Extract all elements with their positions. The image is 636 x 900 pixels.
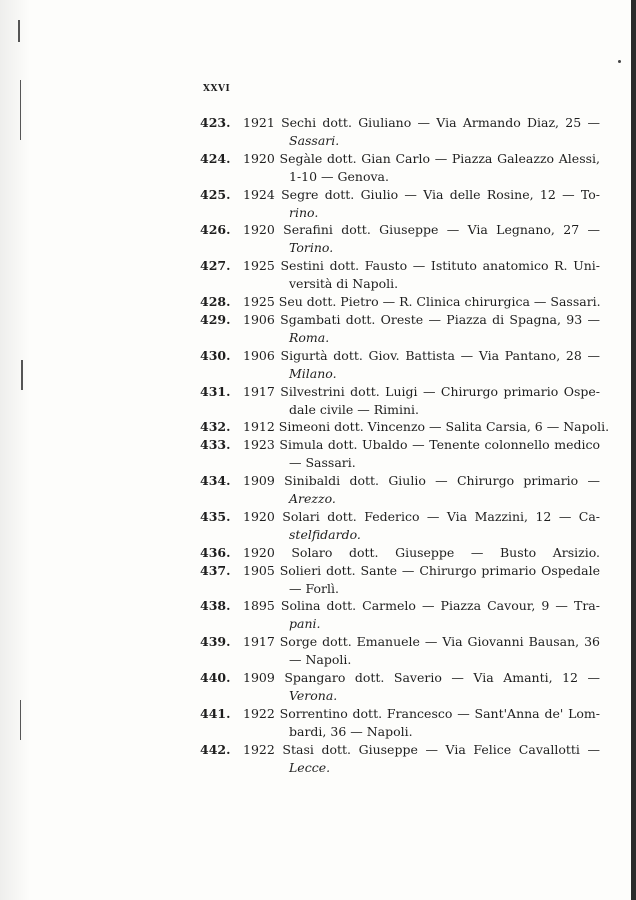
entry-continuation: dale civile — Rimini.	[289, 401, 420, 417]
entry-number: 437.	[200, 562, 231, 578]
entry-number: 426.	[200, 222, 231, 238]
list-item	[200, 383, 600, 419]
entry-line: 1921 Sechi dott. Giuliano — Via Armando Diaz, 25 —	[243, 115, 600, 130]
entry-continuation: pani.	[289, 616, 321, 632]
list-item	[200, 347, 600, 383]
list-item	[200, 311, 600, 347]
entry-line: 1905 Solieri dott. Sante — Chirurgo primario Ospedale	[243, 562, 600, 578]
scan-mark	[21, 360, 23, 390]
list-item	[200, 562, 600, 598]
entry-line: 1924 Segre dott. Giulio — Via delle Rosine, 12 — To-	[243, 186, 600, 202]
entry-line: 1906 Sgambati dott. Oreste — Piazza di Spagna, 93 —	[243, 311, 600, 327]
entry-list	[200, 114, 610, 777]
entry-continuation: — Napoli.	[289, 652, 352, 668]
list-item	[200, 293, 600, 311]
entry-continuation: versità di Napoli.	[289, 276, 399, 292]
entry-line: 1917 Silvestrini dott. Luigi — Chirurgo primario Ospe-	[243, 383, 600, 399]
entry-continuation: Verona.	[289, 688, 338, 703]
list-item	[200, 597, 600, 633]
entry-line: 1922 Stasi dott. Giuseppe — Via Felice Cavallotti —	[243, 741, 600, 757]
entry-number: 439.	[200, 634, 231, 650]
entry-number: 435.	[200, 508, 231, 524]
entry-continuation: stelfidardo.	[289, 526, 361, 542]
entry-number: 427.	[200, 258, 231, 274]
entry-continuation: Milano.	[289, 365, 337, 381]
list-item	[200, 257, 600, 293]
entry-line: 1922 Sorrentino dott. Francesco — Sant'Anna de' Lom-	[243, 705, 600, 721]
entry-number: 438.	[200, 598, 231, 614]
entry-continuation: — Sassari.	[289, 455, 356, 471]
entry-continuation: — Forlì.	[289, 580, 339, 596]
scan-mark	[20, 80, 21, 140]
entry-line: 1909 Spangaro dott. Saverio — Via Amanti, 12 —	[243, 670, 600, 686]
entry-number: 442.	[200, 741, 231, 757]
entry-line: 1923 Simula dott. Ubaldo — Tenente colonnello medico	[243, 437, 600, 453]
entry-number: 428.	[200, 294, 231, 310]
entry-line: 1925 Seu dott. Pietro — R. Clinica chirurgica — Sassari.	[243, 294, 601, 310]
entry-line: 1895 Solina dott. Carmelo — Piazza Cavour, 9 — Tra-	[243, 598, 600, 614]
entry-line: 1920 Serafini dott. Giuseppe — Via Legnano, 27 —	[243, 222, 600, 238]
entry-continuation: Sassari.	[289, 132, 340, 148]
entry-line: 1920 Segàle dott. Gian Carlo — Piazza Galeazzo Alessi,	[243, 150, 600, 166]
list-item	[200, 186, 600, 222]
list-item	[200, 669, 600, 705]
scan-mark	[18, 20, 20, 42]
scan-dot	[618, 60, 621, 63]
entry-continuation: Lecce.	[289, 759, 331, 775]
entry-number: 430.	[200, 347, 231, 363]
entry-line: 1909 Sinibaldi dott. Giulio — Chirurgo primario —	[243, 473, 600, 489]
entry-continuation: rino.	[289, 204, 319, 220]
entry-continuation: 1-10 — Genova.	[289, 168, 389, 184]
page-binding-shadow	[0, 0, 30, 900]
list-item	[200, 418, 610, 436]
list-item	[200, 544, 600, 562]
entry-number: 431.	[200, 383, 231, 399]
entry-number: 424.	[200, 150, 231, 166]
list-item	[200, 114, 600, 150]
list-item	[200, 472, 600, 508]
list-item	[200, 508, 600, 544]
list-item	[200, 436, 600, 472]
page-edge	[631, 0, 636, 900]
entry-number: 440.	[200, 670, 231, 686]
list-item	[200, 221, 600, 257]
list-item	[200, 633, 600, 669]
scan-mark	[20, 700, 21, 740]
entry-number: 436.	[200, 544, 231, 560]
entry-line: 1920 Solaro dott. Giuseppe — Busto Arsizio.	[243, 544, 600, 560]
entry-number: 441.	[200, 705, 231, 721]
entry-number: 433.	[200, 437, 231, 453]
page-header: XXVI	[203, 84, 231, 94]
entry-continuation: Torino.	[289, 240, 334, 256]
entry-line: 1925 Sestini dott. Fausto — Istituto anatomico R. Uni-	[243, 258, 600, 274]
entry-continuation: Roma.	[289, 329, 330, 345]
list-item	[200, 150, 600, 186]
entry-number: 434.	[200, 473, 231, 489]
entry-number: 429.	[200, 311, 231, 327]
entry-continuation: bardi, 36 — Napoli.	[289, 723, 413, 739]
list-item	[200, 705, 600, 741]
list-item	[200, 741, 600, 777]
entry-line: 1912 Simeoni dott. Vincenzo — Salita Carsia, 6 — Napoli.	[243, 419, 610, 435]
entry-number: 423.	[200, 115, 231, 130]
entry-line: 1917 Sorge dott. Emanuele — Via Giovanni Bausan, 36	[243, 634, 600, 650]
entry-line: 1920 Solari dott. Federico — Via Mazzini, 12 — Ca-	[243, 508, 600, 524]
entry-number: 425.	[200, 186, 231, 202]
entry-line: 1906 Sigurtà dott. Giov. Battista — Via Pantano, 28 —	[243, 347, 600, 363]
entry-continuation: Arezzo.	[289, 491, 336, 507]
entry-number: 432.	[200, 419, 231, 435]
